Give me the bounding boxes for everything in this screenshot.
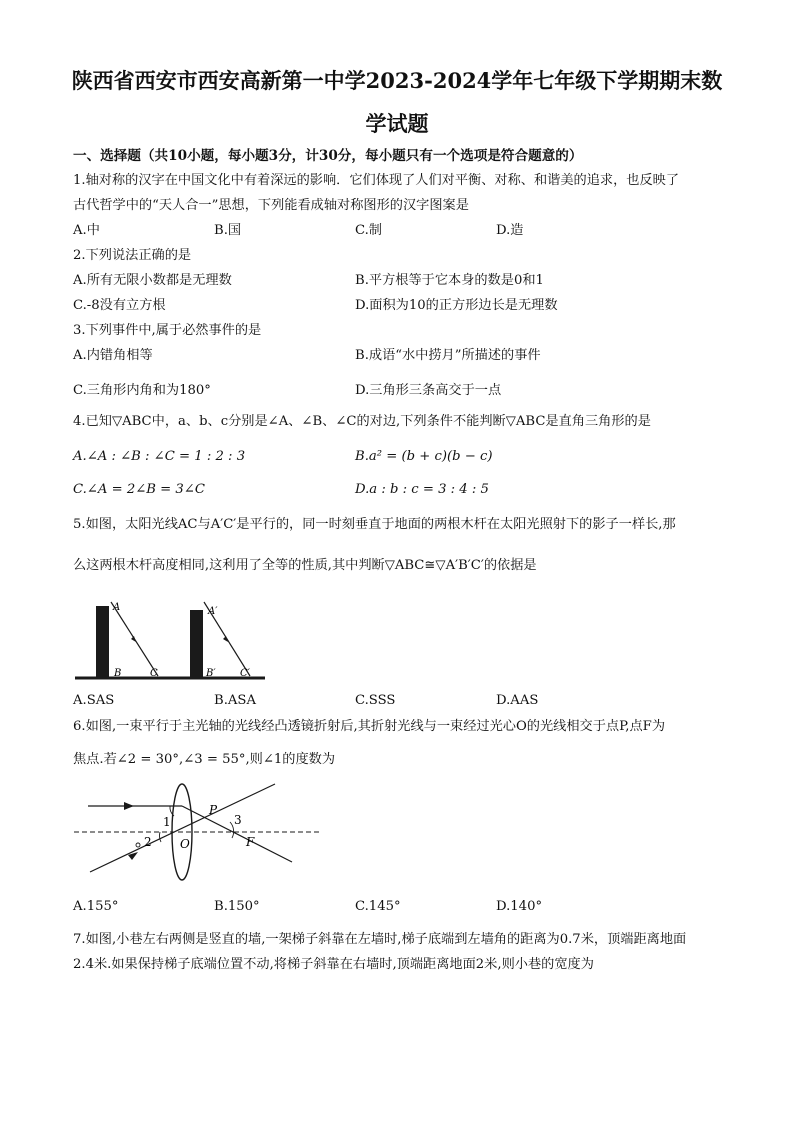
q5-label-b: B [114, 668, 122, 679]
q3-stem: 3.下列事件中,属于必然事件的是 [73, 323, 262, 338]
q6-option-c: C.145° [355, 899, 401, 914]
q5-pole-left [96, 606, 109, 678]
q3-option-a: A.内错角相等 [73, 348, 153, 363]
q6-label-1: 1 [163, 815, 171, 829]
q4-option-a: A.∠A : ∠B : ∠C = 1 : 2 : 3 [73, 449, 246, 464]
q5-figure-poles-shadows [70, 584, 270, 684]
q2-option-b: B.平方根等于它本身的数是0和1 [355, 273, 544, 288]
q7-stem-line1: 7.如图,小巷左右两侧是竖直的墙,一架梯子斜靠在左墙时,梯子底端到左墙角的距离为0.7米，顶端距离地面 [73, 932, 687, 947]
q1-option-d: D.造 [496, 223, 524, 238]
section-heading: 一、选择题（共10小题，每小题3分，计30分，每小题只有一个选项是符合题意的） [73, 148, 583, 164]
q5-label-b-prime: B′ [206, 668, 216, 679]
q3-option-b: B.成语“水中捞月”所描述的事件 [355, 348, 541, 363]
q5-option-d: D.AAS [496, 693, 539, 708]
q5-label-a: A [113, 602, 121, 613]
q6-option-b: B.150° [214, 899, 260, 914]
q6-label-3: 3 [234, 813, 242, 827]
q6-label-2: 2 [144, 835, 152, 849]
q5-label-c: C [150, 668, 158, 679]
q2-option-a: A.所有无限小数都是无理数 [73, 273, 232, 288]
q1-option-c: C.制 [355, 223, 382, 238]
q1-stem-line2: 古代哲学中的“天人合一”思想，下列能看成轴对称图形的汉字图案是 [73, 198, 469, 213]
q6-option-d: D.140° [496, 899, 543, 914]
q1-option-a: A.中 [73, 223, 100, 238]
q6-label-p: P [209, 803, 218, 817]
q5-stem-line1: 5.如图，太阳光线AC与A′C′是平行的，同一时刻垂直于地面的两根木杆在太阳光照射下的影子一样长,那 [73, 517, 676, 532]
q6-figure-lens [70, 776, 330, 886]
q6-label-f: F [246, 835, 255, 849]
q5-pole-right [190, 610, 203, 678]
exam-title-line1: 陕西省西安市西安高新第一中学2023-2024学年七年级下学期期末数 [71, 68, 723, 93]
q4-option-d: D.a : b : c = 3 : 4 : 5 [355, 482, 489, 497]
q5-option-c: C.SSS [355, 693, 396, 708]
q1-stem-line1: 1.轴对称的汉字在中国文化中有着深远的影响．它们体现了人们对平衡、对称、和谐美的追求，也反映了 [73, 173, 680, 188]
q5-label-c-prime: C′ [240, 668, 250, 679]
q5-option-a: A.SAS [73, 693, 115, 708]
q6-stem-line1: 6.如图,一束平行于主光轴的光线经凸透镜折射后,其折射光线与一束经过光心O的光线相交于点P,点F为 [73, 719, 666, 734]
q5-option-b: B.ASA [214, 693, 256, 708]
q4-option-b: B.a² = (b + c)(b − c) [355, 449, 493, 464]
q2-stem: 2.下列说法正确的是 [73, 248, 192, 263]
q3-option-d: D.三角形三条高交于一点 [355, 383, 502, 398]
q6-option-a: A.155° [73, 899, 119, 914]
q5-label-a-prime: A′ [208, 606, 218, 617]
q2-option-c: C.-8没有立方根 [73, 298, 166, 313]
q4-option-c: C.∠A = 2∠B = 3∠C [73, 482, 205, 497]
exam-title-line2: 学试题 [365, 111, 429, 136]
q1-option-b: B.国 [214, 223, 242, 238]
q5-stem-line2: 么这两根木杆高度相同,这利用了全等的性质,其中判断▽ABC≅▽A′B′C′的依据是 [73, 558, 537, 573]
q4-stem: 4.已知▽ABC中，a、b、c分别是∠A、∠B、∠C的对边,下列条件不能判断▽ABC是直角三角形的是 [73, 414, 651, 429]
q6-stem-line2: 焦点.若∠2 = 30°,∠3 = 55°,则∠1的度数为 [73, 752, 336, 767]
q2-option-d: D.面积为10的正方形边长是无理数 [355, 298, 558, 313]
q6-label-o: O [180, 837, 190, 851]
q7-stem-line2: 2.4米.如果保持梯子底端位置不动,将梯子斜靠在右墙时,顶端距离地面2米,则小巷的宽度为 [73, 957, 594, 972]
q3-option-c: C.三角形内角和为180° [73, 383, 211, 398]
